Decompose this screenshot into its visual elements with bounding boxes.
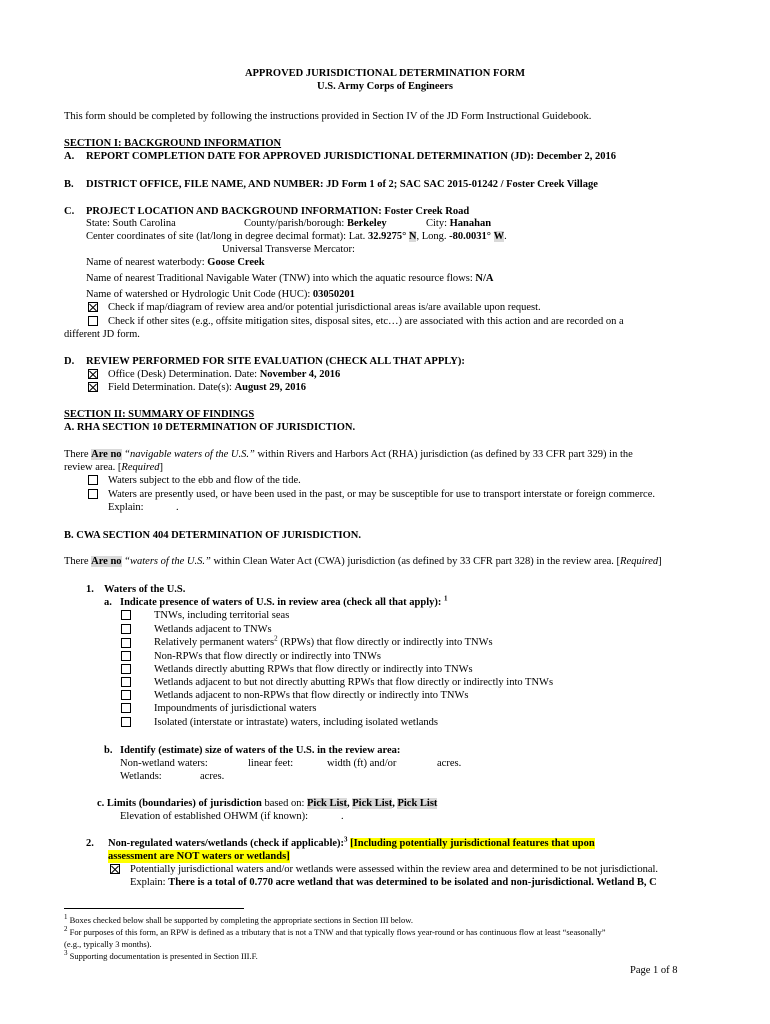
field-determination-row: [108, 381, 306, 394]
item2-note: [Including potentially jurisdictional features that upon: [350, 838, 595, 849]
tidal-waters-checkbox[interactable]: [88, 475, 98, 485]
item1c-text: Limits (boundaries) of jurisdiction: [106, 798, 262, 809]
section1-c-label: C.: [64, 206, 75, 217]
county-value: Berkeley: [346, 218, 387, 229]
rha-are-no-picklist[interactable]: Are no: [91, 449, 122, 460]
rpws-text: Relatively permanent waters: [154, 637, 275, 648]
district-office-file: DISTRICT OFFICE, FILE NAME, AND NUMBER: JD Form 1 of 2; SAC SAC 2015-01242 / Foster Creek Village: [86, 179, 598, 190]
office-determination-row: [108, 368, 340, 381]
footnote-ref-2: 2: [274, 634, 278, 643]
ohwm-value[interactable]: .: [341, 811, 344, 822]
section1-a-label: A.: [64, 151, 75, 162]
other-sites-label-cont: different JD form.: [64, 329, 140, 340]
item1a-heading: Indicate presence of waters of U.S. in review area (check all that apply):: [120, 597, 442, 608]
office-date: November 4, 2016: [259, 369, 341, 380]
wetlands-adjacent-non-rpws-label: Wetlands adjacent to non-RPWs that flow directly or indirectly into TNWs: [154, 690, 469, 701]
footnote-ref-1: 1: [444, 594, 448, 603]
waterbody-row: [86, 256, 265, 269]
rha-statement-line2: [64, 461, 163, 474]
cwa-statement: [64, 555, 662, 568]
cwa-rest: within Clean Water Act (CWA) jurisdiction (as defined by 33 CFR part 328) in the review area. [: [210, 556, 621, 567]
nonwetland-label: Non-wetland waters:: [120, 758, 208, 769]
wetlands-size-label: Wetlands:: [120, 771, 162, 782]
office-label: Office (Desk) Determination. Date:: [108, 369, 260, 380]
rha-required: Required: [121, 462, 160, 473]
item1b-text: Identify (estimate) size of waters of the U.S. in the review area:: [120, 745, 401, 756]
lat-direction[interactable]: N: [408, 231, 417, 242]
footnote-ref-3: 3: [344, 835, 348, 844]
item1c-based: based on:: [261, 798, 308, 809]
tnw-value: N/A: [475, 273, 494, 284]
footnote-1: [64, 915, 413, 926]
item1b-label: b.: [104, 745, 113, 756]
rha-explain-value[interactable]: .: [176, 502, 179, 513]
long-label: , Long.: [416, 231, 450, 242]
rha-explain-label: Explain:: [108, 502, 144, 513]
non-rpws-checkbox[interactable]: [121, 651, 131, 661]
item1a-text: [120, 596, 448, 609]
huc-value: 03050201: [312, 289, 355, 300]
county-label: County/parish/borough:: [244, 218, 347, 229]
wetlands-adjacent-tnws-checkbox[interactable]: [121, 624, 131, 634]
ohwm-label: Elevation of established OHWM (if known):: [120, 811, 309, 822]
review-performed: REVIEW PERFORMED FOR SITE EVALUATION (CHECK ALL THAT APPLY):: [86, 356, 465, 367]
other-sites-checkbox[interactable]: [88, 316, 98, 326]
huc-row: [86, 288, 355, 301]
wetlands-abutting-rpws-checkbox[interactable]: [121, 664, 131, 674]
coords-label: Center coordinates of site (lat/long in degree decimal format): Lat.: [86, 231, 368, 242]
cwa-there: There: [64, 556, 92, 567]
rha-navigable-waters: “navigable waters of the U.S.”: [121, 449, 255, 460]
item1c-label: c.: [97, 798, 105, 809]
pick-list-2[interactable]: Pick List: [352, 798, 393, 809]
field-label: Field Determination. Date(s):: [108, 382, 235, 393]
state-row: [86, 217, 176, 230]
commerce-waters-label: Waters are presently used, or have been used in the past, or may be susceptible for use to transport interstate or foreign commerce.: [108, 489, 656, 500]
rha-close: ]: [159, 462, 164, 473]
report-completion-date: REPORT COMPLETION DATE FOR APPROVED JURISDICTIONAL DETERMINATION (JD): December 2, 2016: [86, 151, 616, 162]
impoundments-checkbox[interactable]: [121, 703, 131, 713]
tidal-waters-label: Waters subject to the ebb and flow of the tide.: [108, 475, 301, 486]
long-direction[interactable]: W: [493, 231, 505, 242]
footnote-3: [64, 951, 258, 962]
section1-b-label: B.: [64, 179, 74, 190]
map-diagram-label: Check if map/diagram of review area and/or potential jurisdictional areas is/are available upon request.: [108, 302, 541, 313]
wetlands-adjacent-rpws-label: Wetlands adjacent to but not directly abutting RPWs that flow directly or indirectly into TNWs: [154, 677, 554, 688]
footnote-2: [64, 927, 606, 938]
coordinates-row: Center coordinates of site (lat/long in degree decimal format): Lat. 32.9275° N, Long. -80.0031° W.: [86, 231, 507, 242]
wetlands-acres-label: acres.: [200, 771, 225, 782]
section1-d-label: D.: [64, 356, 75, 367]
commerce-waters-checkbox[interactable]: [88, 489, 98, 499]
office-determination-checkbox[interactable]: [88, 369, 98, 379]
comma-1: ,: [346, 798, 350, 809]
tnw-label: Name of nearest Traditional Navigable Water (TNW) into which the aquatic resource flows:: [86, 273, 476, 284]
item2-label: 2.: [86, 838, 94, 849]
cwa-heading: B. CWA SECTION 404 DETERMINATION OF JURISDICTION.: [64, 530, 361, 541]
city-label: City:: [426, 218, 450, 229]
footnote-3-text: Supporting documentation is presented in Section III.F.: [67, 951, 258, 961]
tnw-row: [86, 272, 493, 285]
wetlands-adjacent-tnws-label: Wetlands adjacent to TNWs: [154, 624, 272, 635]
nonwetland-acres-label: acres.: [437, 758, 462, 769]
section1-heading: SECTION I: BACKGROUND INFORMATION: [64, 138, 282, 149]
item2-explain-row: [130, 876, 657, 889]
non-jurisdictional-label: Potentially jurisdictional waters and/or wetlands were assessed within the review area and determined to be not jurisdictional.: [130, 864, 659, 875]
item2-explain-value[interactable]: There is a total of 0.770 acre wetland that was determined to be isolated and non-jurisdictional. Wetland B, C: [168, 877, 657, 888]
footnote-1-text: Boxes checked below shall be supported by completing the appropriate sections in Section III below.: [67, 915, 413, 925]
long-value: -80.0031°: [449, 231, 491, 242]
city-value: Hanahan: [449, 218, 492, 229]
item1-label: 1.: [86, 584, 94, 595]
state-value: South Carolina: [112, 218, 176, 229]
rha-rest: within Rivers and Harbors Act (RHA) jurisdiction (as defined by 33 CFR part 329) in the: [254, 449, 633, 460]
rha-statement: [64, 448, 633, 461]
form-title: APPROVED JURISDICTIONAL DETERMINATION FORM: [244, 68, 526, 79]
rpws-rest: (RPWs) that flow directly or indirectly into TNWs: [277, 637, 493, 648]
cwa-waters-us: “waters of the U.S.”: [121, 556, 211, 567]
item1c-row: [97, 797, 437, 810]
cwa-required: Required: [620, 556, 659, 567]
comma-2: ,: [392, 798, 395, 809]
cwa-are-no-picklist[interactable]: Are no: [91, 556, 122, 567]
width-label: width (ft) and/or: [327, 758, 397, 769]
rha-there: There: [64, 449, 92, 460]
state-label: State:: [86, 218, 113, 229]
tnws-checkbox[interactable]: [121, 610, 131, 620]
other-sites-label: Check if other sites (e.g., offsite mitigation sites, disposal sites, etc…) are associated with this action and are recorded on a: [108, 316, 624, 327]
footnote-2-cont: (e.g., typically 3 months).: [64, 939, 152, 949]
huc-label: Name of watershed or Hydrologic Unit Code (HUC):: [86, 289, 313, 300]
form-subtitle: U.S. Army Corps of Engineers: [317, 81, 453, 92]
utm-label: Universal Transverse Mercator:: [222, 244, 355, 255]
field-date: August 29, 2016: [234, 382, 307, 393]
city-row: [426, 217, 491, 230]
wetlands-adjacent-rpws-checkbox[interactable]: [121, 677, 131, 687]
intro-text: This form should be completed by following the instructions provided in Section IV of the JD Form Instructional Guidebook.: [64, 111, 592, 122]
linear-feet-label: linear feet:: [248, 758, 294, 769]
pick-list-3[interactable]: Pick List: [397, 798, 438, 809]
rpws-label: [154, 636, 493, 649]
page-number: Page 1 of 8: [630, 965, 678, 976]
item1-text: Waters of the U.S.: [104, 584, 186, 595]
rpws-checkbox[interactable]: [121, 638, 131, 648]
cwa-close: ]: [658, 556, 662, 567]
item2-row: [108, 837, 595, 850]
map-diagram-checkbox[interactable]: [88, 302, 98, 312]
isolated-waters-checkbox[interactable]: [121, 717, 131, 727]
item2-note-cont: assessment are NOT waters or wetlands]: [108, 851, 290, 862]
section2-heading: SECTION II: SUMMARY OF FINDINGS: [64, 409, 255, 420]
lat-value: 32.9275°: [367, 231, 407, 242]
footnote-3-num: 3: [64, 949, 68, 958]
item2-text: Non-regulated waters/wetlands (check if applicable):: [108, 838, 345, 849]
field-determination-checkbox[interactable]: [88, 382, 98, 392]
wetlands-adjacent-non-rpws-checkbox[interactable]: [121, 690, 131, 700]
pick-list-1[interactable]: Pick List: [307, 798, 347, 809]
rha-line2: review area. [: [64, 462, 122, 473]
footnote-divider: [64, 908, 244, 909]
waterbody-label: Name of nearest waterbody:: [86, 257, 208, 268]
footnote-2-text: For purposes of this form, an RPW is defined as a tributary that is not a TNW and that typically flows year-round or has continuous flow at least “seasonally”: [67, 927, 606, 937]
non-jurisdictional-checkbox[interactable]: [110, 864, 120, 874]
item2-explain-label: Explain:: [130, 877, 169, 888]
tnws-label: TNWs, including territorial seas: [154, 610, 290, 621]
project-location: PROJECT LOCATION AND BACKGROUND INFORMATION: Foster Creek Road: [86, 206, 470, 217]
impoundments-label: Impoundments of jurisdictional waters: [154, 703, 317, 714]
waterbody-value: Goose Creek: [207, 257, 265, 268]
wetlands-abutting-rpws-label: Wetlands directly abutting RPWs that flow directly or indirectly into TNWs: [154, 664, 473, 675]
non-rpws-label: Non-RPWs that flow directly or indirectly into TNWs: [154, 651, 381, 662]
isolated-waters-label: Isolated (interstate or intrastate) waters, including isolated wetlands: [154, 717, 438, 728]
footnote-1-num: 1: [64, 913, 68, 922]
county-row: [244, 217, 387, 230]
rha-heading: A. RHA SECTION 10 DETERMINATION OF JURISDICTION.: [64, 422, 356, 433]
item1a-label: a.: [104, 597, 112, 608]
footnote-2-num: 2: [64, 925, 68, 934]
